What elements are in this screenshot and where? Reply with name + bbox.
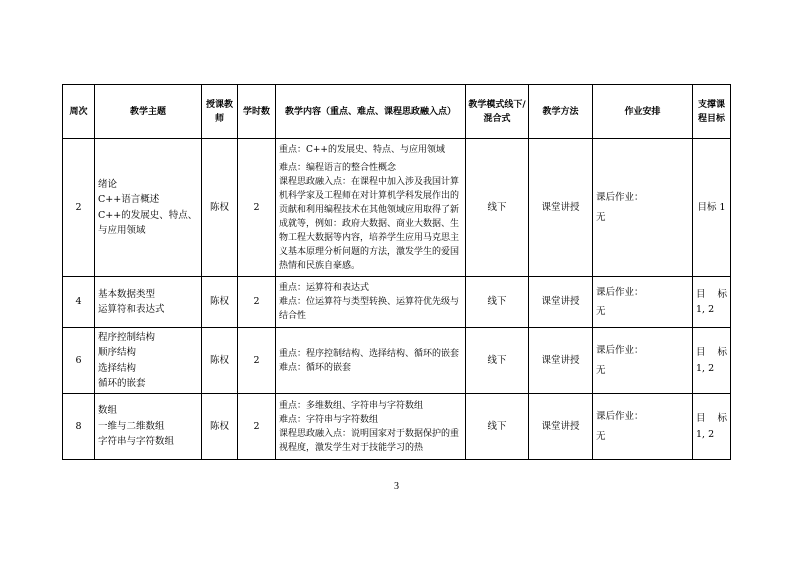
content-difficulty: 难点：循环的嵌套 xyxy=(279,362,352,373)
homework-label: 课后作业： xyxy=(596,411,644,422)
cell-mode: 线下 xyxy=(466,139,529,277)
goal-label: 目 标 xyxy=(696,288,727,300)
cell-method: 课堂讲授 xyxy=(529,277,593,328)
cell-mode: 线下 xyxy=(466,328,529,394)
homework-label: 课后作业： xyxy=(596,286,644,298)
table-header-row xyxy=(63,85,731,139)
cell-content xyxy=(276,139,466,277)
cell-mode: 线下 xyxy=(466,277,529,328)
topic-line: 字符串与字符数组 xyxy=(98,436,175,448)
cell-hours: 2 xyxy=(238,328,276,394)
content-key-point: 重点：C++的发展史、特点、与应用领域 xyxy=(279,144,445,155)
topic-line: 循环的嵌套 xyxy=(98,378,146,389)
topic-line: 选择结构 xyxy=(98,362,137,374)
homework-label: 课后作业： xyxy=(596,345,644,356)
cell-method: 课堂讲授 xyxy=(529,328,593,394)
cell-goal xyxy=(693,328,731,394)
topic-line: C++的发展史、特点、与应用领域 xyxy=(98,209,198,236)
cell-content xyxy=(276,328,466,394)
cell-homework xyxy=(593,394,693,460)
header-teacher: 授课教师 xyxy=(202,85,238,139)
header-content: 教学内容（重点、难点、课程思政融入点） xyxy=(276,85,466,139)
cell-homework xyxy=(593,277,693,328)
cell-goal xyxy=(693,277,731,328)
header-homework: 作业安排 xyxy=(593,85,693,139)
goal-label: 目 标 xyxy=(696,413,727,424)
cell-method: 课堂讲授 xyxy=(529,394,593,460)
table-row xyxy=(63,277,731,328)
topic-line: 绪论 xyxy=(98,178,118,190)
header-method: 教学方法 xyxy=(529,85,593,139)
cell-method: 课堂讲授 xyxy=(529,139,593,277)
goal-value: 1, 2 xyxy=(696,304,715,315)
goal-value: 1, 2 xyxy=(696,362,715,374)
content-ideology: 课程思政融入点：说明国家对于数据保护的重视程度，激发学生对于技能学习的热 xyxy=(279,428,460,453)
cell-homework xyxy=(593,328,693,394)
table-row xyxy=(63,394,731,460)
table-row xyxy=(63,328,731,394)
homework-value: 无 xyxy=(596,430,606,442)
cell-teacher: 陈权 xyxy=(202,328,238,394)
cell-goal xyxy=(693,394,731,460)
goal-label: 目 标 xyxy=(696,347,727,358)
content-difficulty: 难点：字符串与字符数组 xyxy=(279,414,379,425)
topic-line: 顺序结构 xyxy=(98,347,137,358)
cell-goal: 目标 1 xyxy=(693,139,731,277)
page-number: 3 xyxy=(394,481,399,492)
topic-line: 基本数据类型 xyxy=(98,288,156,300)
cell-week: 2 xyxy=(63,139,95,277)
topic-line: 数组 xyxy=(98,405,118,417)
homework-value: 无 xyxy=(596,364,606,376)
cell-teacher: 陈权 xyxy=(202,277,238,328)
cell-topic xyxy=(95,139,202,277)
topic-line: 一维与二维数组 xyxy=(98,420,165,432)
homework-value: 无 xyxy=(596,306,606,317)
cell-hours: 2 xyxy=(238,139,276,277)
header-topic: 教学主题 xyxy=(95,85,202,139)
cell-topic xyxy=(95,277,202,328)
cell-topic xyxy=(95,328,202,394)
content-key-point: 重点：程序控制结构、选择结构、循环的嵌套 xyxy=(279,348,460,359)
cell-teacher: 陈权 xyxy=(202,139,238,277)
homework-value: 无 xyxy=(596,211,606,223)
cell-teacher: 陈权 xyxy=(202,394,238,460)
content-key-point: 重点：运算符和表达式 xyxy=(279,283,370,293)
cell-content xyxy=(276,277,466,328)
topic-line: 运算符和表达式 xyxy=(98,304,165,315)
topic-line: C++语言概述 xyxy=(98,194,160,205)
cell-hours: 2 xyxy=(238,277,276,328)
teaching-schedule-table xyxy=(62,84,731,460)
cell-week: 8 xyxy=(63,394,95,460)
content-ideology: 课程思政融入点：在课程中加入涉及我国计算机科学家及工程师在对计算机学科发展作出的贡献和利用编程技术在其他领域应用取得了新成就等，例如：政府大数据、商业大数据、生物工程大数据等内容，培养学生应用马克思主义基本原理分析问题的方法，激发学生的爱国热情和民族自豪感。 xyxy=(279,176,460,271)
table-row xyxy=(63,139,731,277)
cell-hours: 2 xyxy=(238,394,276,460)
header-week: 周次 xyxy=(63,85,95,139)
homework-label: 课后作业： xyxy=(596,192,644,203)
cell-homework xyxy=(593,139,693,277)
cell-week: 4 xyxy=(63,277,95,328)
header-hours: 学时数 xyxy=(238,85,276,139)
content-difficulty: 难点：位运算符与类型转换、运算符优先级与结合性 xyxy=(279,297,460,321)
cell-week: 6 xyxy=(63,328,95,394)
content-difficulty: 难点：编程语言的整合性概念 xyxy=(279,162,397,173)
content-key-point: 重点：多维数组、字符串与字符数组 xyxy=(279,400,424,411)
header-mode: 教学模式线下/混合式 xyxy=(466,85,529,139)
cell-mode: 线下 xyxy=(466,394,529,460)
header-goal: 支撑课程目标 xyxy=(693,85,731,139)
topic-line: 程序控制结构 xyxy=(98,331,156,343)
cell-topic xyxy=(95,394,202,460)
goal-value: 1, 2 xyxy=(696,428,715,440)
cell-content xyxy=(276,394,466,460)
